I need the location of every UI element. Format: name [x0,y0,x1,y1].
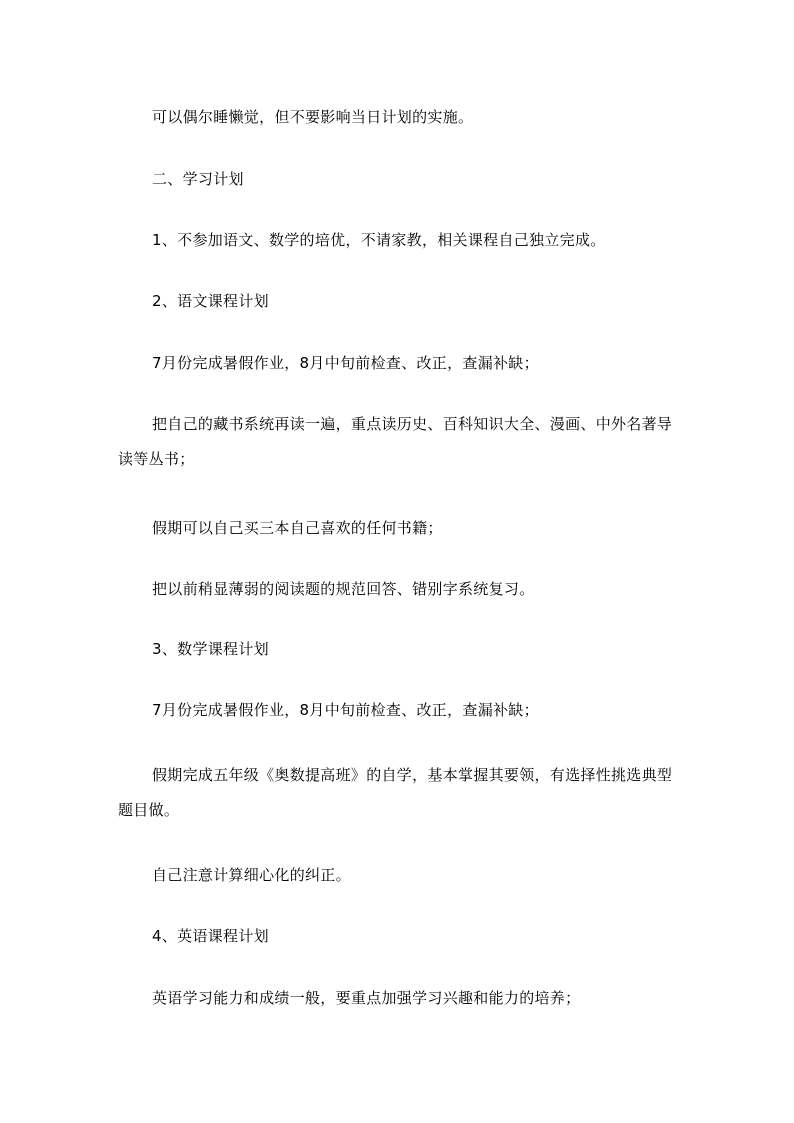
paragraph-reading-review: 把以前稍显薄弱的阅读题的规范回答、错别字系统复习。 [152,580,535,598]
paragraph-english-interest: 英语学习能力和成绩一般，要重点加强学习兴趣和能力的培养； [152,989,581,1007]
paragraph-reread-books: 把自己的藏书系统再读一遍，重点读历史、百科知识大全、漫画、中外名著导读等丛书； [118,415,673,468]
paragraph-buy-books: 假期可以自己买三本自己喜欢的任何书籍； [152,519,443,537]
paragraph-chinese-homework: 7月份完成暑假作业，8月中旬前检查、改正，查漏补缺； [152,354,539,372]
heading-english-plan: 4、英语课程计划 [152,927,269,945]
paragraph-math-homework: 7月份完成暑假作业，8月中旬前检查、改正，查漏补缺； [152,701,539,719]
paragraph-sleep-note: 可以偶尔睡懒觉，但不要影响当日计划的实施。 [152,108,474,126]
heading-math-plan: 3、数学课程计划 [152,640,269,658]
paragraph-olympiad-math: 假期完成五年级《奥数提高班》的自学，基本掌握其要领，有选择性挑选典型题目做。 [118,766,673,819]
heading-study-plan: 二、学习计划 [152,170,244,188]
heading-chinese-plan: 2、语文课程计划 [152,292,269,310]
paragraph-no-tutoring: 1、不参加语文、数学的培优，不请家教，相关课程自己独立完成。 [152,231,606,249]
paragraph-careful-calculation: 自己注意计算细心化的纠正。 [152,866,351,884]
